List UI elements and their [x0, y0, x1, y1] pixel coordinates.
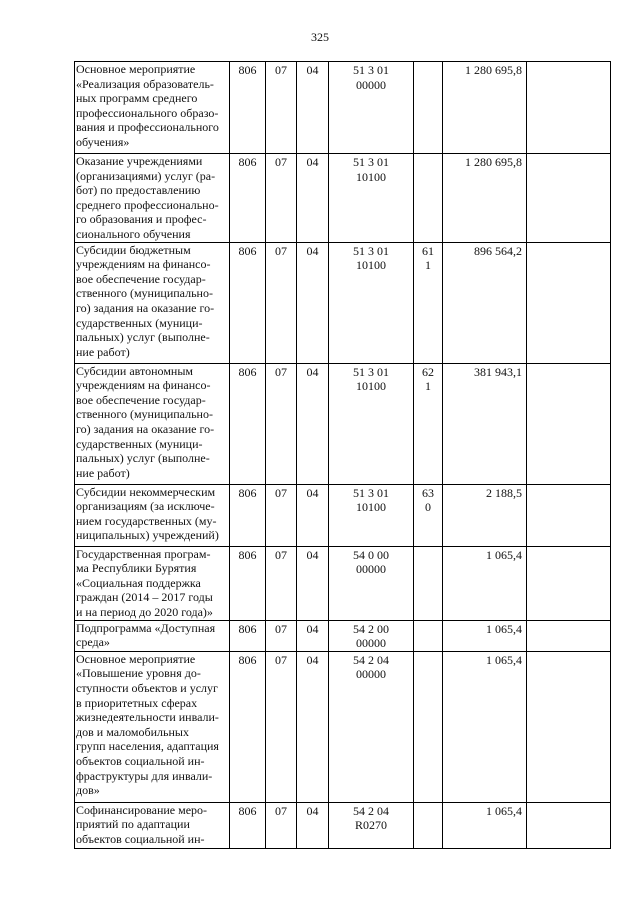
row-pr-cell: 04 — [297, 651, 329, 802]
row-ved-cell: 806 — [230, 651, 266, 802]
row-rz-cell: 07 — [266, 242, 297, 363]
row-name-cell: Софинансирование меро- приятий по адаптации объектов социальной ин- — [75, 802, 230, 848]
row-vr-cell: 61 1 — [414, 242, 443, 363]
row-extra-cell — [527, 802, 611, 848]
row-pr-cell: 04 — [297, 546, 329, 620]
row-vr-cell: 62 1 — [414, 363, 443, 484]
row-sum-cell: 1 065,4 — [443, 620, 527, 651]
table-row — [75, 802, 611, 848]
row-sum-cell: 381 943,1 — [443, 363, 527, 484]
table-row — [75, 546, 611, 620]
row-ved-cell: 806 — [230, 242, 266, 363]
row-name-cell: Государственная програм- ма Республики Бурятия «Социальная поддержка граждан (2014 – 2017 годы и на период до 2020 года)» — [75, 546, 230, 620]
row-rz-cell: 07 — [266, 546, 297, 620]
table-row — [75, 154, 611, 243]
row-pr-cell: 04 — [297, 242, 329, 363]
row-name-cell: Оказание учреждениями (организациями) услуг (ра- бот) по предоставлению среднего профессионально- го образования и профес- сионального обучения — [75, 154, 230, 243]
page-number: 325 — [311, 30, 329, 44]
row-csr-cell: 51 3 01 10100 — [329, 484, 414, 546]
row-extra-cell — [527, 363, 611, 484]
table-row — [75, 651, 611, 802]
row-extra-cell — [527, 242, 611, 363]
budget-table — [74, 61, 611, 849]
row-rz-cell: 07 — [266, 154, 297, 243]
row-csr-cell: 51 3 01 10100 — [329, 154, 414, 243]
row-vr-cell: 63 0 — [414, 484, 443, 546]
row-name-cell: Субсидии бюджетным учреждениям на финансо- вое обеспечение государ- ственного (муниципально- го) задания на оказание го- сударственных (муници- пальных) услуг (выполне- ние работ) — [75, 242, 230, 363]
row-ved-cell: 806 — [230, 484, 266, 546]
row-vr-cell — [414, 154, 443, 243]
row-pr-cell: 04 — [297, 363, 329, 484]
row-csr-cell: 54 0 00 00000 — [329, 546, 414, 620]
row-pr-cell: 04 — [297, 620, 329, 651]
row-extra-cell — [527, 62, 611, 154]
row-extra-cell — [527, 651, 611, 802]
row-vr-cell — [414, 546, 443, 620]
row-pr-cell: 04 — [297, 802, 329, 848]
row-vr-cell — [414, 802, 443, 848]
row-sum-cell: 896 564,2 — [443, 242, 527, 363]
row-sum-cell: 1 065,4 — [443, 802, 527, 848]
table-row — [75, 620, 611, 651]
table-row — [75, 363, 611, 484]
table-row — [75, 484, 611, 546]
row-name-cell: Основное мероприятие «Повышение уровня до- ступности объектов и услуг в приоритетных сферах жизнедеятельности инвали- дов и маломобильных групп населения, адаптация объектов социальной ин- фраструктуры для инвали- дов» — [75, 651, 230, 802]
row-ved-cell: 806 — [230, 546, 266, 620]
row-csr-cell: 51 3 01 00000 — [329, 62, 414, 154]
row-name-cell: Основное мероприятие «Реализация образователь- ных программ среднего профессионального образо- вания и профессионального обучения» — [75, 62, 230, 154]
row-ved-cell: 806 — [230, 802, 266, 848]
row-rz-cell: 07 — [266, 651, 297, 802]
row-extra-cell — [527, 546, 611, 620]
row-name-cell: Субсидии некоммерческим организациям (за исключе- нием государственных (му- ниципальных) учреждений) — [75, 484, 230, 546]
row-rz-cell: 07 — [266, 363, 297, 484]
row-sum-cell: 1 280 695,8 — [443, 62, 527, 154]
row-csr-cell: 54 2 00 00000 — [329, 620, 414, 651]
row-extra-cell — [527, 154, 611, 243]
row-sum-cell: 1 065,4 — [443, 651, 527, 802]
row-pr-cell: 04 — [297, 484, 329, 546]
row-extra-cell — [527, 484, 611, 546]
row-ved-cell: 806 — [230, 154, 266, 243]
row-rz-cell: 07 — [266, 62, 297, 154]
row-pr-cell: 04 — [297, 154, 329, 243]
row-name-cell: Подпрограмма «Доступная среда» — [75, 620, 230, 651]
row-vr-cell — [414, 62, 443, 154]
row-csr-cell: 54 2 04 R0270 — [329, 802, 414, 848]
row-csr-cell: 54 2 04 00000 — [329, 651, 414, 802]
row-ved-cell: 806 — [230, 620, 266, 651]
row-ved-cell: 806 — [230, 62, 266, 154]
row-csr-cell: 51 3 01 10100 — [329, 363, 414, 484]
row-name-cell: Субсидии автономным учреждениям на финансо- вое обеспечение государ- ственного (муниципально- го) задания на оказание го- сударственных (муници- пальных) услуг (выполне- ние работ) — [75, 363, 230, 484]
row-sum-cell: 1 280 695,8 — [443, 154, 527, 243]
row-vr-cell — [414, 651, 443, 802]
row-extra-cell — [527, 620, 611, 651]
row-ved-cell: 806 — [230, 363, 266, 484]
row-rz-cell: 07 — [266, 620, 297, 651]
row-csr-cell: 51 3 01 10100 — [329, 242, 414, 363]
row-rz-cell: 07 — [266, 802, 297, 848]
row-sum-cell: 2 188,5 — [443, 484, 527, 546]
row-pr-cell: 04 — [297, 62, 329, 154]
table-row — [75, 242, 611, 363]
row-vr-cell — [414, 620, 443, 651]
row-rz-cell: 07 — [266, 484, 297, 546]
row-sum-cell: 1 065,4 — [443, 546, 527, 620]
table-row — [75, 62, 611, 154]
